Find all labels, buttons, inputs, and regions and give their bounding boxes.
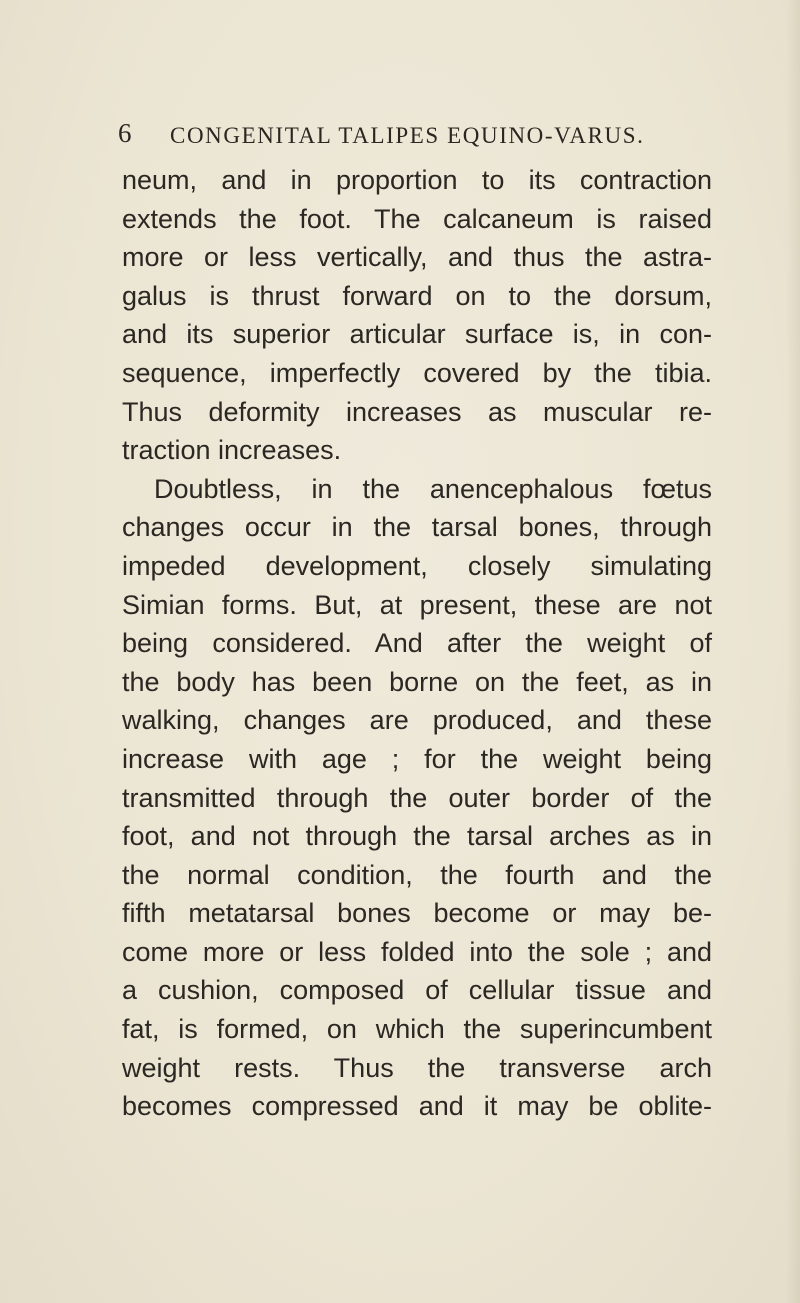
body-text	[122, 161, 712, 1126]
text-line: and its superior articular surface is, in con-	[122, 319, 712, 350]
running-title: CONGENITAL TALIPES EQUINO-VARUS.	[170, 123, 645, 148]
text-line: Thus deformity increases as muscular re-	[122, 396, 712, 427]
page-number: 6	[118, 118, 132, 148]
text-line: come more or less folded into the sole ; and	[122, 936, 712, 967]
text-line: a cushion, composed of cellular tissue and	[122, 975, 712, 1006]
text-line: the normal condition, the fourth and the	[122, 859, 712, 890]
text-line: neum, and in proportion to its contraction	[122, 165, 712, 195]
text-line: traction increases.	[122, 435, 342, 466]
text-line: the body has been borne on the feet, as in	[122, 666, 712, 697]
text-line: sequence, imperfectly covered by the tibia.	[122, 357, 712, 388]
text-line: Simian forms. But, at present, these are not	[122, 589, 712, 620]
text-line: weight rests. Thus the transverse arch	[122, 1052, 712, 1083]
text-line: increase with age ; for the weight being	[122, 743, 712, 774]
page-edge-shadow	[786, 0, 800, 1303]
text-line-paragraph-start: Doubtless, in the anencephalous fœtus	[154, 473, 712, 504]
text-line: extends the foot. The calcaneum is raised	[122, 203, 712, 234]
text-line: changes occur in the tarsal bones, through	[122, 512, 712, 543]
text-line: fifth metatarsal bones become or may be-	[122, 898, 712, 929]
text-line: transmitted through the outer border of the	[122, 782, 712, 813]
text-line: walking, changes are produced, and these	[122, 705, 712, 736]
text-line: foot, and not through the tarsal arches as in	[122, 821, 712, 852]
text-line: more or less vertically, and thus the astra-	[122, 242, 712, 273]
text-line: being considered. And after the weight of	[122, 628, 712, 659]
running-head	[118, 118, 718, 154]
text-line: fat, is formed, on which the superincumbent	[122, 1014, 712, 1045]
text-line: galus is thrust forward on to the dorsum,	[122, 280, 712, 311]
text-line: becomes compressed and it may be oblite-	[122, 1091, 712, 1122]
text-line: impeded development, closely simulating	[122, 550, 712, 581]
